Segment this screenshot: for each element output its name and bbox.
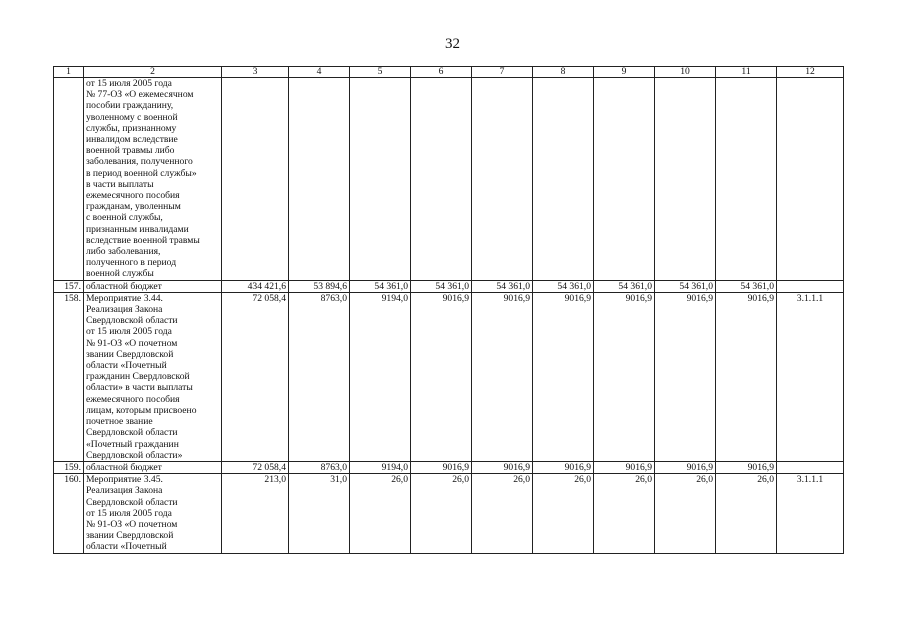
amount-cell: 72 058,4 — [222, 292, 289, 461]
row-description: областной бюджет — [84, 461, 222, 473]
amount-cell: 9016,9 — [411, 292, 472, 461]
row-number: 158. — [54, 292, 84, 461]
row-number — [54, 78, 84, 281]
table-row — [54, 78, 844, 281]
amount-cell — [222, 78, 289, 281]
amount-cell — [472, 78, 533, 281]
amount-cell: 54 361,0 — [594, 280, 655, 292]
amount-cell: 26,0 — [533, 474, 594, 553]
amount-cell: 9016,9 — [716, 461, 777, 473]
column-header: 1 — [54, 67, 84, 78]
amount-cell: 9016,9 — [594, 461, 655, 473]
column-header: 5 — [350, 67, 411, 78]
amount-cell: 72 058,4 — [222, 461, 289, 473]
amount-cell: 213,0 — [222, 474, 289, 553]
amount-cell: 54 361,0 — [655, 280, 716, 292]
amount-cell: 31,0 — [289, 474, 350, 553]
amount-cell: 9194,0 — [350, 292, 411, 461]
row-description: от 15 июля 2005 года № 77-ОЗ «О ежемесячном пособии гражданину, уволенному с военной службы, признанному инвалидом вследствие военной травмы либо заболевания, полученного в период военной службы» в части выплаты ежемесячного пособия гражданам, уволенным с военной службы, признанным инвалидами вследствие военной травмы либо заболевания, полученного в период военной службы — [84, 78, 222, 281]
amount-cell — [533, 78, 594, 281]
row-number: 160. — [54, 474, 84, 553]
table-row — [54, 280, 844, 292]
row-description: Мероприятие 3.44. Реализация Закона Свердловской области от 15 июля 2005 года № 91-ОЗ «О почетном звании Свердловской области «Почетный гражданин Свердловской области» в части выплаты ежемесячного пособия лицам, которым присвоено почетное звание Свердловской области «Почетный гражданин Свердловской области» — [84, 292, 222, 461]
amount-cell — [716, 78, 777, 281]
amount-cell: 9016,9 — [472, 461, 533, 473]
target-code — [777, 461, 844, 473]
table-row — [54, 461, 844, 473]
amount-cell: 434 421,6 — [222, 280, 289, 292]
amount-cell: 54 361,0 — [716, 280, 777, 292]
column-header: 10 — [655, 67, 716, 78]
amount-cell — [594, 78, 655, 281]
amount-cell: 26,0 — [411, 474, 472, 553]
table-row — [54, 292, 844, 461]
column-number-row — [54, 67, 844, 78]
amount-cell: 9194,0 — [350, 461, 411, 473]
amount-cell: 9016,9 — [594, 292, 655, 461]
amount-cell: 9016,9 — [472, 292, 533, 461]
amount-cell: 9016,9 — [411, 461, 472, 473]
amount-cell: 9016,9 — [655, 292, 716, 461]
row-description: областной бюджет — [84, 280, 222, 292]
table-body — [54, 67, 844, 554]
amount-cell: 26,0 — [472, 474, 533, 553]
target-code — [777, 280, 844, 292]
column-header: 11 — [716, 67, 777, 78]
amount-cell: 26,0 — [594, 474, 655, 553]
target-code — [777, 78, 844, 281]
column-header: 6 — [411, 67, 472, 78]
column-header: 3 — [222, 67, 289, 78]
target-code: 3.1.1.1 — [777, 292, 844, 461]
column-header: 2 — [84, 67, 222, 78]
amount-cell: 8763,0 — [289, 292, 350, 461]
column-header: 12 — [777, 67, 844, 78]
row-number: 159. — [54, 461, 84, 473]
budget-table — [53, 66, 844, 554]
amount-cell: 9016,9 — [655, 461, 716, 473]
amount-cell: 26,0 — [655, 474, 716, 553]
column-header: 8 — [533, 67, 594, 78]
target-code: 3.1.1.1 — [777, 474, 844, 553]
column-header: 9 — [594, 67, 655, 78]
amount-cell: 9016,9 — [533, 292, 594, 461]
amount-cell: 26,0 — [350, 474, 411, 553]
amount-cell: 53 894,6 — [289, 280, 350, 292]
row-number: 157. — [54, 280, 84, 292]
amount-cell: 8763,0 — [289, 461, 350, 473]
column-header: 4 — [289, 67, 350, 78]
amount-cell: 9016,9 — [533, 461, 594, 473]
page-number: 32 — [445, 36, 460, 52]
amount-cell: 26,0 — [716, 474, 777, 553]
column-header: 7 — [472, 67, 533, 78]
amount-cell — [350, 78, 411, 281]
table-row — [54, 474, 844, 553]
amount-cell — [411, 78, 472, 281]
amount-cell: 54 361,0 — [411, 280, 472, 292]
amount-cell: 54 361,0 — [533, 280, 594, 292]
amount-cell: 9016,9 — [716, 292, 777, 461]
amount-cell: 54 361,0 — [350, 280, 411, 292]
amount-cell — [289, 78, 350, 281]
amount-cell — [655, 78, 716, 281]
amount-cell: 54 361,0 — [472, 280, 533, 292]
row-description: Мероприятие 3.45. Реализация Закона Свердловской области от 15 июля 2005 года № 91-ОЗ «О почетном звании Свердловской области «Почетный — [84, 474, 222, 553]
